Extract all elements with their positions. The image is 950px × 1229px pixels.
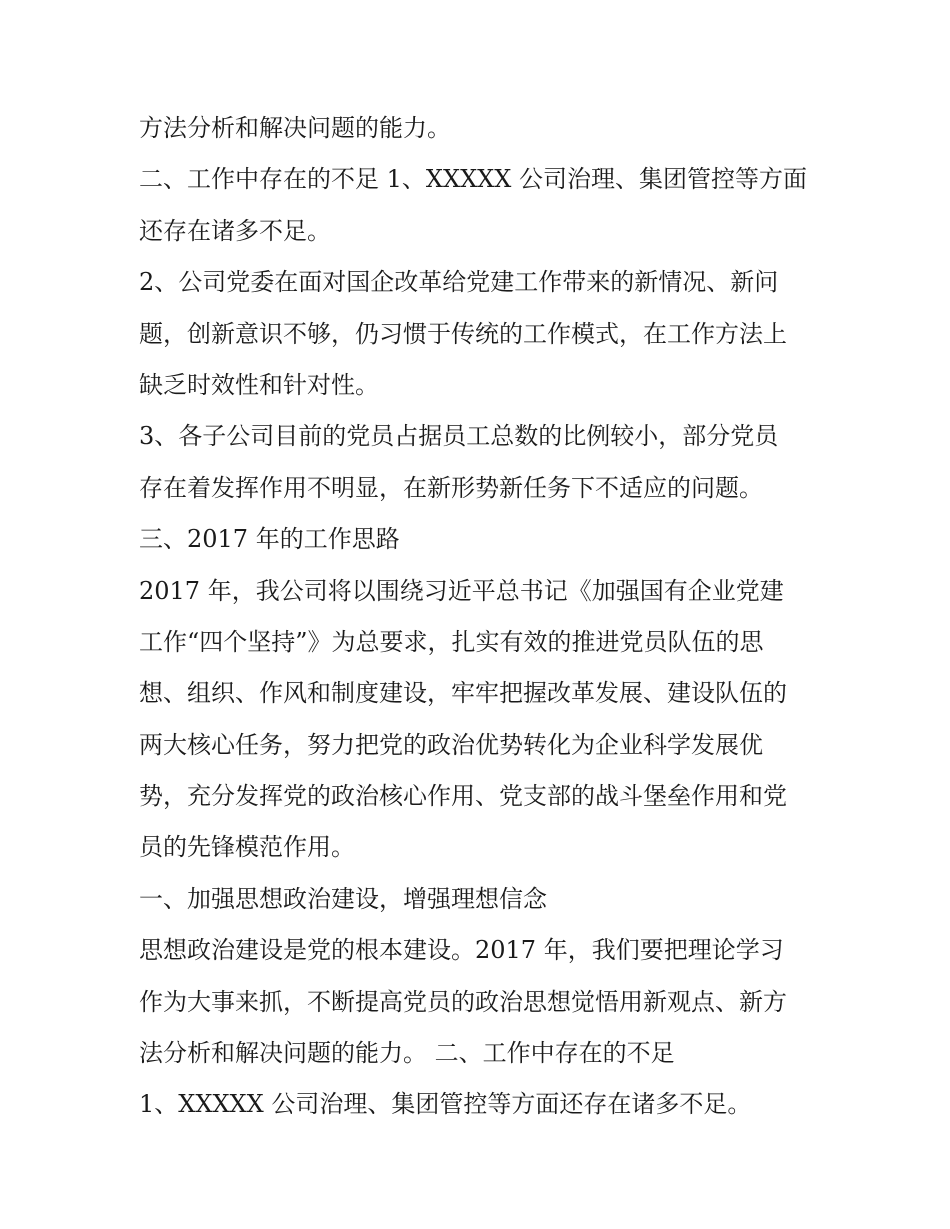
text-line-15: 员的先锋模范作用。	[139, 833, 355, 862]
section-heading-1: 一、加强思想政治建设，增强理想信念	[139, 884, 547, 913]
text-line-13: 两大核心任务，努力把党的政治优势转化为企业科学发展优	[139, 730, 763, 759]
document-body	[139, 103, 819, 1131]
text-line-18: 作为大事来抓，不断提高党员的政治思想觉悟用新观点、新方	[139, 987, 787, 1016]
text-line-7: 3、各子公司目前的党员占据员工总数的比例较小，部分党员	[139, 422, 779, 451]
text-line-1: 方法分析和解决问题的能力。	[139, 114, 451, 142]
text-line-3: 还存在诸多不足。	[139, 216, 331, 245]
text-line-14: 势，充分发挥党的政治核心作用、党支部的战斗堡垒作用和党	[139, 782, 787, 811]
text-line-11: 工作“四个坚持”》为总要求，扎实有效的推进党员队伍的思	[139, 627, 764, 656]
text-line-6: 缺乏时效性和针对性。	[139, 370, 379, 399]
text-line-19: 法分析和解决问题的能力。 二、工作中存在的不足	[139, 1039, 675, 1068]
text-line-20: 1、XXXXX 公司治理、集团管控等方面还存在诸多不足。	[139, 1090, 752, 1119]
text-line-17: 思想政治建设是党的根本建设。2017 年，我们要把理论学习	[139, 936, 784, 965]
text-line-4: 2、公司党委在面对国企改革给党建工作带来的新情况、新问	[139, 268, 779, 297]
section-heading-3: 三、2017 年的工作思路	[139, 525, 400, 554]
text-line-12: 想、组织、作风和制度建设，牢牢把握改革发展、建设队伍的	[139, 679, 787, 708]
text-line-8: 存在着发挥作用不明显，在新形势新任务下不适应的问题。	[139, 473, 763, 502]
text-line-5: 题，创新意识不够，仍习惯于传统的工作模式，在工作方法上	[139, 319, 787, 348]
text-line-10: 2017 年，我公司将以围绕习近平总书记《加强国有企业党建	[139, 576, 784, 605]
text-line-2: 二、工作中存在的不足 1、XXXXX 公司治理、集团管控等方面	[139, 165, 807, 194]
